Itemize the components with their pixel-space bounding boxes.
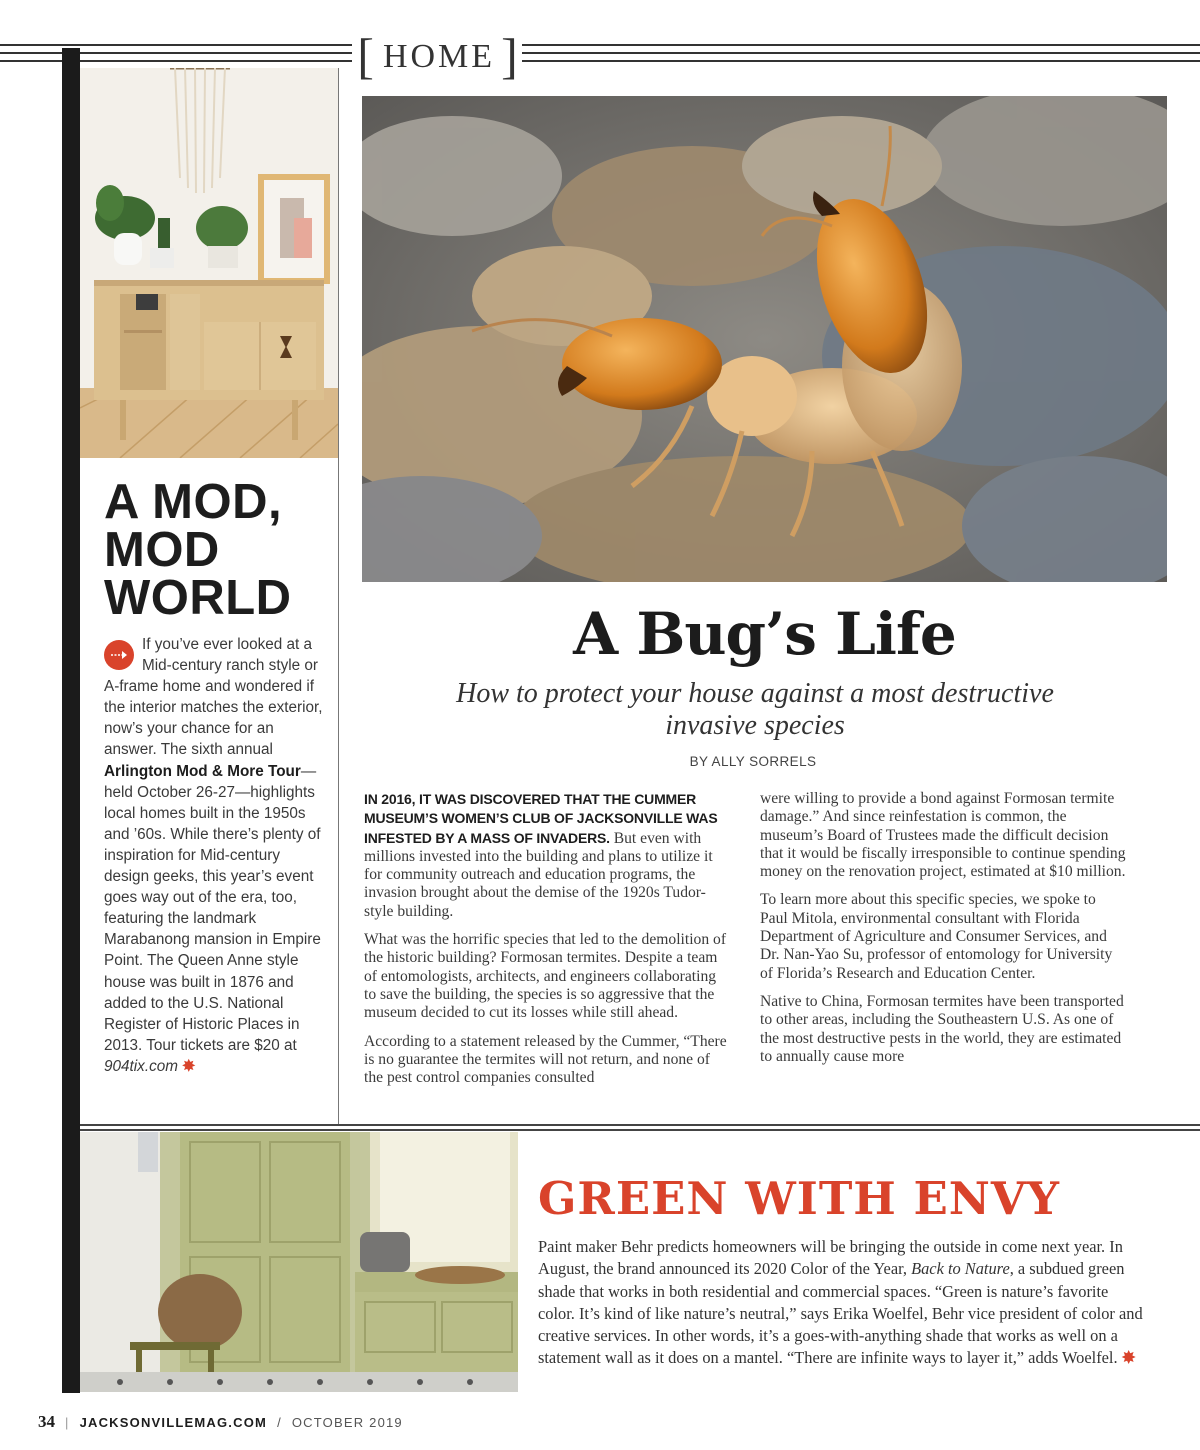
article-paragraph: were willing to provide a bond against Formosan termite damage.” And since reinfestation is common, the museum’s Board of Trustees made the difficult decision that it would be fiscally irresponsible to continue spending money on the renovation project, estimated at $10 million. — [760, 790, 1126, 881]
green-title: GREEN WITH ENVY — [538, 1172, 1060, 1225]
page-footer — [38, 1412, 403, 1432]
section-label — [358, 30, 520, 82]
article-paragraph: Native to China, Formosan termites have been transported to other areas, including the Southeastern U.S. As one of the most destructive pests in the world, they are estimated to annually cause more — [760, 992, 1124, 1065]
green-body — [538, 1236, 1143, 1370]
footer-slash: / — [277, 1414, 282, 1430]
article-paragraph: To learn more about this specific species, we spoke to Paul Mitola, environmental consultant with Florida Department of Agriculture and Consumer Services, and Dr. Nan-Yao Su, professor of entomology for University of Florida’s Research and Education Center. — [760, 891, 1113, 982]
starburst-icon: ✸ — [1121, 1348, 1136, 1368]
left-accent-bar — [62, 48, 80, 1393]
article-paragraph: According to a statement released by the Cummer, “There is no guarantee the termites will not return, and none of the pest control companies consulted — [364, 1032, 727, 1087]
article-paragraph: What was the horrific species that led to the demolition of the historic building? Formosan termites. Despite a team of entomologists, architects, and engineers collaborating to save the building, the species is so aggressive that the museum decided to cut its losses while still ahead. — [364, 931, 727, 1022]
article-paragraph — [364, 790, 731, 921]
sidebar-body — [104, 634, 326, 1077]
color-name: Back to Nature — [911, 1259, 1010, 1279]
sidebar-divider — [338, 68, 339, 1124]
article-byline: BY ALLY SORRELS — [689, 754, 817, 769]
footer-issue: OCTOBER 2019 — [291, 1414, 403, 1430]
header-rule-right — [522, 44, 1200, 68]
page-number: 34 — [38, 1412, 55, 1431]
sidebar-title-line: MOD — [104, 523, 220, 577]
footer-divider: | — [65, 1414, 70, 1430]
hero-termite-photo — [362, 96, 1167, 582]
sidebar-title-line: A MOD, — [104, 475, 283, 529]
bracket-open: [ — [357, 28, 377, 84]
article-lead-rest: But even with millions invested into the building and plans to utilize it for community outreach and education programs, the invasion brought about the demise of the 1920s Tudor-style building. — [364, 829, 713, 920]
header-rule-left — [0, 44, 352, 68]
article-headline: A Bug’s Life — [573, 600, 956, 668]
sidebar-title-line: WORLD — [104, 571, 292, 625]
sidebar-body-intro: If you’ve ever looked at a Mid-century ranch style or A-frame home and wondered if the interior matches the exterior, now’s your chance for an answer. The sixth annual — [104, 636, 323, 759]
section-label-text: HOME — [382, 38, 496, 75]
article-dek: How to protect your house against a most destructive invasive species — [456, 678, 1054, 741]
article-column-1 — [364, 790, 731, 1106]
ticket-link[interactable]: 904tix.com — [104, 1057, 178, 1075]
section-rule — [80, 1129, 1200, 1131]
sidebar-title — [104, 475, 334, 625]
bracket-close: ] — [501, 28, 521, 84]
sidebar-photo — [80, 68, 338, 458]
green-body-rest: , a subdued green shade that works in both residential and commercial spaces. “Green is nature’s favorite color. It’s kind of like nature’s neutral,” says Erika Woelfel, Behr vice president of color and creative services. In other words, it’s a goes-with-anything shade that works as well on a statement wall as it does on a mantel. “There are infinite ways to layer it,” adds Woelfel. — [538, 1259, 1143, 1368]
article-column-2 — [760, 790, 1127, 1106]
event-name: Arlington Mod & More Tour — [104, 762, 301, 780]
green-room-photo — [80, 1132, 518, 1392]
arrow-right-icon — [104, 640, 134, 670]
section-rule — [80, 1124, 1200, 1126]
sidebar-body-rest: —held October 26-27—highlights local homes built in the 1950s and ’60s. While there’s plenty of inspiration for Mid-century design geeks, this year’s event goes way out of the era, too, featuring the landmark Marabanong mansion in Empire Point. The Queen Anne style house was built in 1876 and added to the U.S. National Register of Historic Places in 2013. Tour tickets are $20 at — [104, 762, 321, 1054]
footer-site[interactable]: JACKSONVILLEMAG.COM — [79, 1414, 268, 1430]
article-lead-in: IN 2016, IT WAS DISCOVERED THAT THE CUMMER MUSEUM’S WOMEN’S CLUB OF JACKSONVILLE WAS INFESTED BY A MASS OF INVADERS. — [364, 791, 718, 846]
starburst-icon: ✸ — [182, 1057, 196, 1075]
green-body-intro: Paint maker Behr predicts homeowners will be bringing the outside in come next year. In August, the brand announced its 2020 Color of the Year, — [538, 1237, 1123, 1279]
